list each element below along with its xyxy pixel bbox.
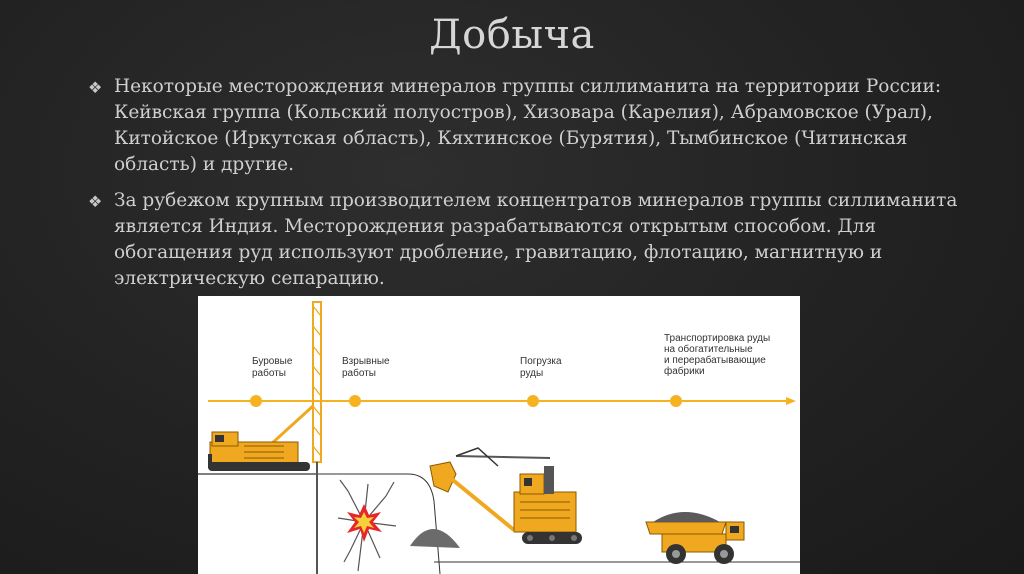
excavator-icon: [430, 448, 582, 544]
bullet-text: Некоторые месторождения минералов группы силлиманита на территории России: Кейвская группа (Кольский полуостров), Хизовара (Карелия), Абрамовское (Урал), Китойское (Иркутская область), Кяхтинское (Бурятия), Тымбинское (Читинская область) и другие.: [114, 76, 942, 175]
diamond-bullet-icon: ❖: [88, 78, 103, 97]
bullet-list: [88, 74, 988, 302]
step-label-drilling: Буровые работы: [252, 356, 293, 379]
explosion-icon: [338, 480, 396, 571]
timeline-dot-drilling: [250, 395, 262, 407]
step-label-loading: Погрузка руды: [520, 356, 562, 379]
step-label-transport: Транспортировка руды на обогатительные и перерабатывающие фабрики: [664, 333, 771, 377]
bullet-item: [88, 188, 988, 292]
bullet-item: [88, 74, 988, 178]
drilling-rig-icon: [208, 302, 321, 574]
dump-truck-icon: [646, 512, 744, 564]
mining-process-figure: [198, 296, 800, 574]
timeline-dot-blasting: [349, 395, 361, 407]
step-label-blasting: Взрывные работы: [342, 356, 390, 379]
bullet-text: За рубежом крупным производителем концентратов минералов группы силлиманита является Индия. Месторождения разрабатываются открытым способом. Для обогащения руд используют дробление, гравитацию, флотацию, магнитную и электрическую сепарацию.: [114, 190, 958, 289]
diamond-bullet-icon: ❖: [88, 192, 103, 211]
mining-process-diagram: [198, 296, 800, 574]
timeline-dot-transport: [670, 395, 682, 407]
slide-title: Добыча: [429, 12, 595, 58]
timeline-dot-loading: [527, 395, 539, 407]
timeline-arrow-icon: [786, 397, 796, 405]
ore-heap-icon: [410, 529, 460, 548]
